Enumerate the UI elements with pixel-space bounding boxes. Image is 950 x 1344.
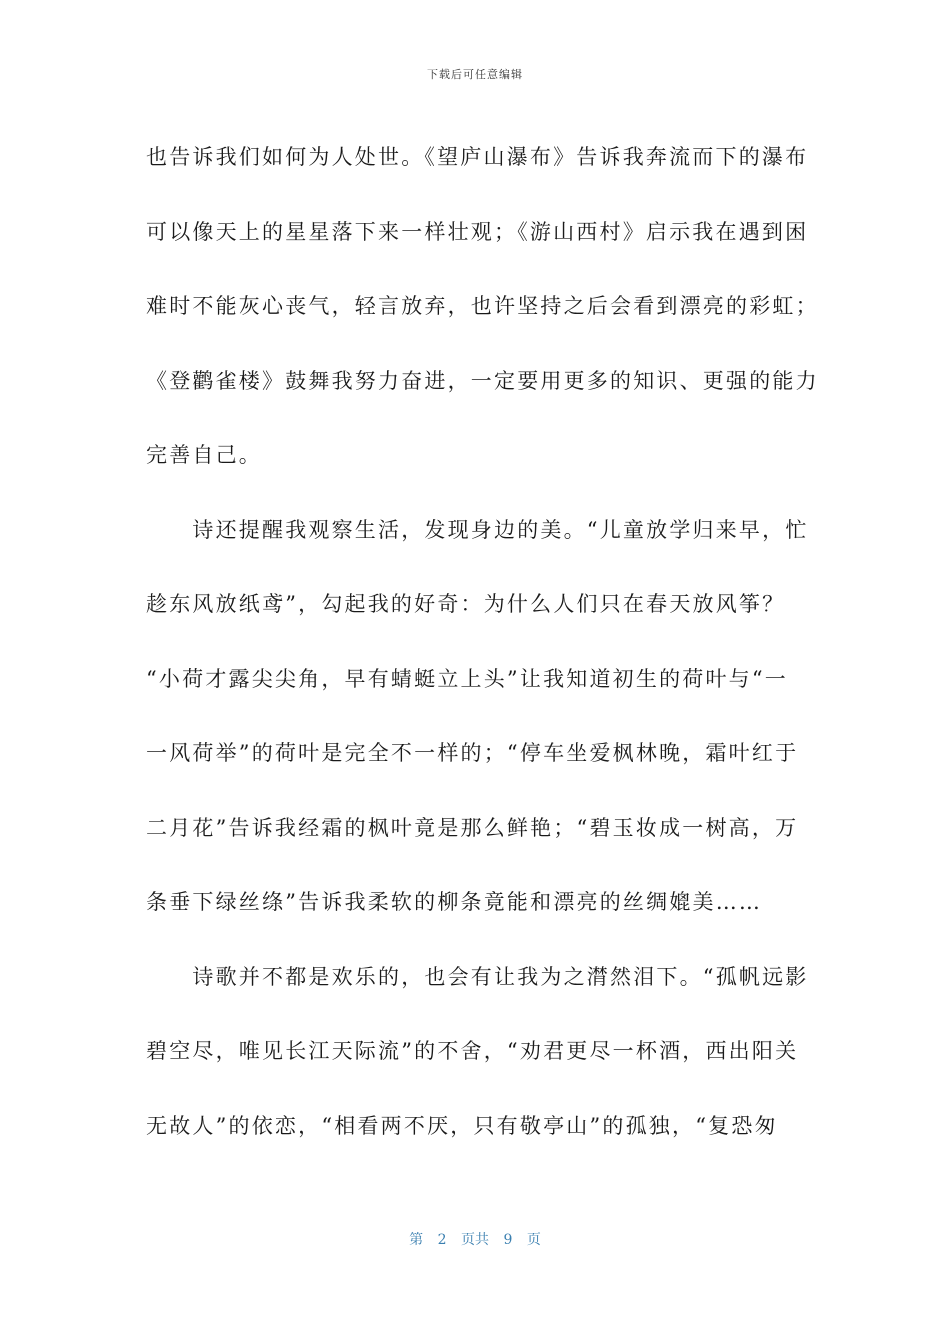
text-line: “小荷才露尖尖角，早有蜻蜓立上头”让我知道初生的荷叶与“一 [146,666,789,691]
footer-suffix: 页 [526,1232,541,1248]
text-line: 条垂下绿丝绦”告诉我柔软的柳条竟能和漂亮的丝绸媲美…… [146,890,763,914]
text-line: 也告诉我们如何为人处世。《望庐山瀑布》告诉我奔流而下的瀑布 [146,145,809,169]
text-line: 趁东风放纸鸢”，勾起我的好奇：为什么人们只在春天放风筝？ [146,592,786,616]
footer-total-pages: 9 [503,1232,513,1248]
page-header: 下载后可任意编辑 [427,68,523,81]
text-line: 诗歌并不都是欢乐的，也会有让我为之潸然泪下。“孤帆远影 [146,964,809,989]
footer-prefix: 第 [409,1232,424,1248]
text-line: 无故人”的依恋，“相看两不厌，只有敬亭山”的孤独，“复恐匆 [146,1113,778,1138]
text-line: 诗还提醒我观察生活，发现身边的美。“儿童放学归来早，忙 [146,517,809,542]
text-line: 二月花”告诉我经霜的枫叶竟是那么鲜艳；“碧玉妆成一树高，万 [146,815,799,840]
text-line: 完善自己。 [146,443,262,467]
footer-page-number: 2 [437,1232,447,1248]
text-line: 可以像天上的星星落下来一样壮观；《游山西村》启示我在遇到困 [146,219,809,244]
text-line: 一风荷举”的荷叶是完全不一样的；“停车坐爱枫林晚，霜叶红于 [146,741,799,765]
document-body [146,120,819,1163]
text-line: 碧空尽，唯见长江天际流”的不舍，“劝君更尽一杯酒，西出阳关 [146,1039,799,1063]
text-line: 难时不能灰心丧气，轻言放弃，也许坚持之后会看到漂亮的彩虹； [146,294,819,318]
footer-middle: 页共 [461,1232,489,1248]
text-line: 《登鹳雀楼》鼓舞我努力奋进，一定要用更多的知识、更强的能力 [146,368,819,393]
page-footer [0,1229,950,1249]
